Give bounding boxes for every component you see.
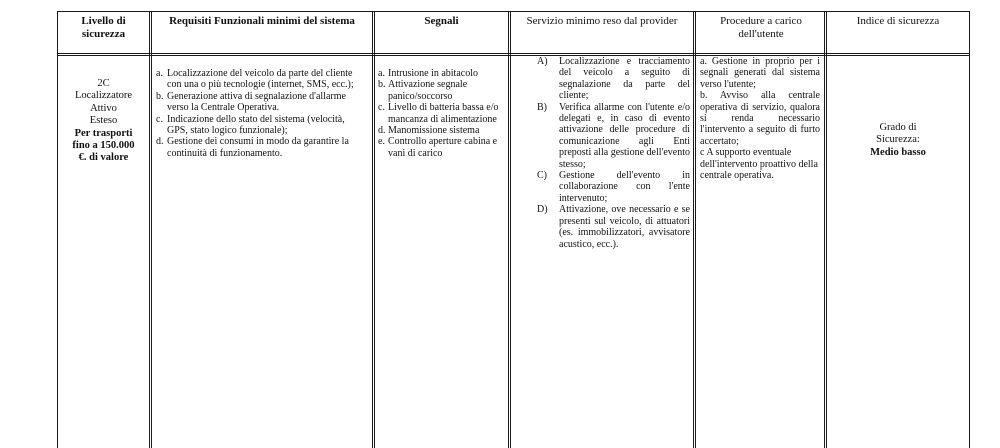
- level-cell: [60, 78, 147, 165]
- procedure-item: c A supporto eventuale dell'intervento proattivo della centrale operativa.: [700, 147, 818, 182]
- list-marker: D): [537, 204, 548, 216]
- list-text: Attivazione segnale panico/soccorso: [388, 79, 468, 102]
- list-text: Attivazione, ove necessario e se presenti sul veicolo, di attuatori (es. immobilizzatori, avvisatore acustico, ecc.).: [559, 204, 690, 250]
- header-segnali-text: Segnali: [424, 15, 459, 27]
- list-marker: c.: [378, 102, 385, 114]
- list-item: [378, 68, 506, 79]
- col-border-4: [693, 11, 694, 448]
- level-code: 2C: [97, 78, 110, 89]
- indice-line: Sicurezza:: [876, 134, 920, 146]
- col-border-0: [57, 11, 58, 448]
- header-livello-text: Livello di sicurezza: [81, 15, 126, 40]
- level-name-line: Localizzatore: [74, 90, 133, 102]
- list-item: [378, 125, 506, 136]
- header-indice: [829, 15, 967, 28]
- header-livello: [60, 15, 147, 41]
- list-marker: b.: [156, 90, 164, 102]
- procedure-item: b. Avviso alla centrale operativa di servizio, qualora si renda necessario l'intervento a seguito di furto accertato;: [700, 90, 820, 147]
- level-value-line: fino a 150.000: [72, 140, 135, 152]
- table-top-border: [57, 11, 970, 12]
- list-text: Controllo aperture cabina e vani di carico: [388, 136, 498, 159]
- servizio-cell: [537, 56, 690, 250]
- list-text: Localizzazione e tracciamento del veicolo a seguito di segnalazione da parte del cliente;: [559, 56, 690, 102]
- header-bottom-border-inner: [57, 55, 970, 56]
- list-marker: a.: [378, 68, 385, 79]
- procedure-cell: [700, 56, 820, 181]
- list-item: [378, 79, 506, 102]
- list-text: Localizzazione del veicolo da parte del cliente con una o più tecnologie (internet, SMS, ecc.);: [167, 68, 354, 91]
- col-border-5: [824, 11, 825, 448]
- col-border-2b: [374, 11, 375, 448]
- list-marker: d.: [378, 125, 386, 137]
- list-marker: a.: [156, 68, 163, 79]
- header-servizio-text: Servizio minimo reso dal provider: [526, 15, 678, 27]
- list-item: [156, 114, 368, 137]
- list-text: Generazione attiva di segnalazione d'allarme verso la Centrale Operativa.: [167, 90, 346, 114]
- header-requisiti: [154, 15, 370, 28]
- list-text: Livello di batteria bassa e/o mancanza di alimentazione: [388, 102, 499, 125]
- segnali-cell: [378, 68, 506, 159]
- list-marker: b.: [378, 79, 386, 91]
- list-item: [378, 136, 506, 159]
- list-text: Verifica allarme con l'utente e/o delegati e, in caso di evento attivazione delle procedure di comunicazione agli Enti preposti alla gestione dell'evento stesso;: [559, 101, 690, 170]
- list-text: Intrusione in abitacolo: [388, 68, 478, 79]
- level-name-line: Attivo: [90, 102, 117, 114]
- indice-cell: [829, 122, 967, 159]
- list-marker: c.: [156, 113, 163, 125]
- procedure-item: a. Gestione in proprio per i segnali generati dal sistema verso l'utente;: [700, 56, 820, 90]
- list-text: Manomissione sistema: [388, 125, 480, 137]
- list-item: [537, 102, 690, 170]
- col-border-1b: [151, 11, 152, 448]
- list-item: [537, 56, 690, 102]
- list-text: Indicazione dello stato del sistema (velocità, GPS, stato logico funzionale);: [167, 113, 345, 137]
- col-border-5b: [826, 11, 827, 448]
- list-marker: d.: [156, 136, 164, 148]
- level-value-line: Per trasporti: [74, 127, 133, 139]
- col-border-4b: [695, 11, 696, 448]
- level-value-line: €. di valore: [78, 152, 129, 164]
- list-text: Gestione dei consumi in modo da garantire la continuità di funzionamento.: [167, 136, 349, 159]
- list-item: [156, 91, 368, 114]
- list-marker: C): [537, 170, 547, 182]
- header-procedure: [705, 15, 817, 41]
- header-indice-text: Indice di sicurezza: [856, 15, 940, 27]
- header-segnali: [377, 15, 506, 28]
- col-border-1: [149, 11, 150, 448]
- list-item: [378, 102, 506, 125]
- list-marker: B): [537, 101, 547, 113]
- list-text: Gestione dell'evento in collaborazione con l'ente intervenuto;: [559, 170, 690, 204]
- indice-line: Grado di: [879, 122, 917, 133]
- col-border-2: [372, 11, 373, 448]
- header-servizio: [513, 15, 691, 28]
- header-requisiti-text: Requisiti Funzionali minimi del sistema: [169, 15, 355, 27]
- col-border-3b: [510, 11, 511, 448]
- list-marker: e.: [378, 136, 385, 148]
- list-item: [156, 136, 368, 159]
- indice-value: Medio basso: [870, 146, 926, 158]
- header-bottom-border: [57, 53, 970, 54]
- level-name-line: Esteso: [89, 115, 118, 127]
- list-item: [537, 204, 690, 250]
- list-marker: A): [537, 56, 548, 67]
- col-border-3: [508, 11, 509, 448]
- header-procedure-text: Procedure a carico dell'utente: [720, 15, 802, 40]
- list-item: [156, 68, 368, 91]
- col-border-6: [969, 11, 970, 448]
- list-item: [537, 170, 690, 204]
- requisiti-cell: [156, 68, 368, 159]
